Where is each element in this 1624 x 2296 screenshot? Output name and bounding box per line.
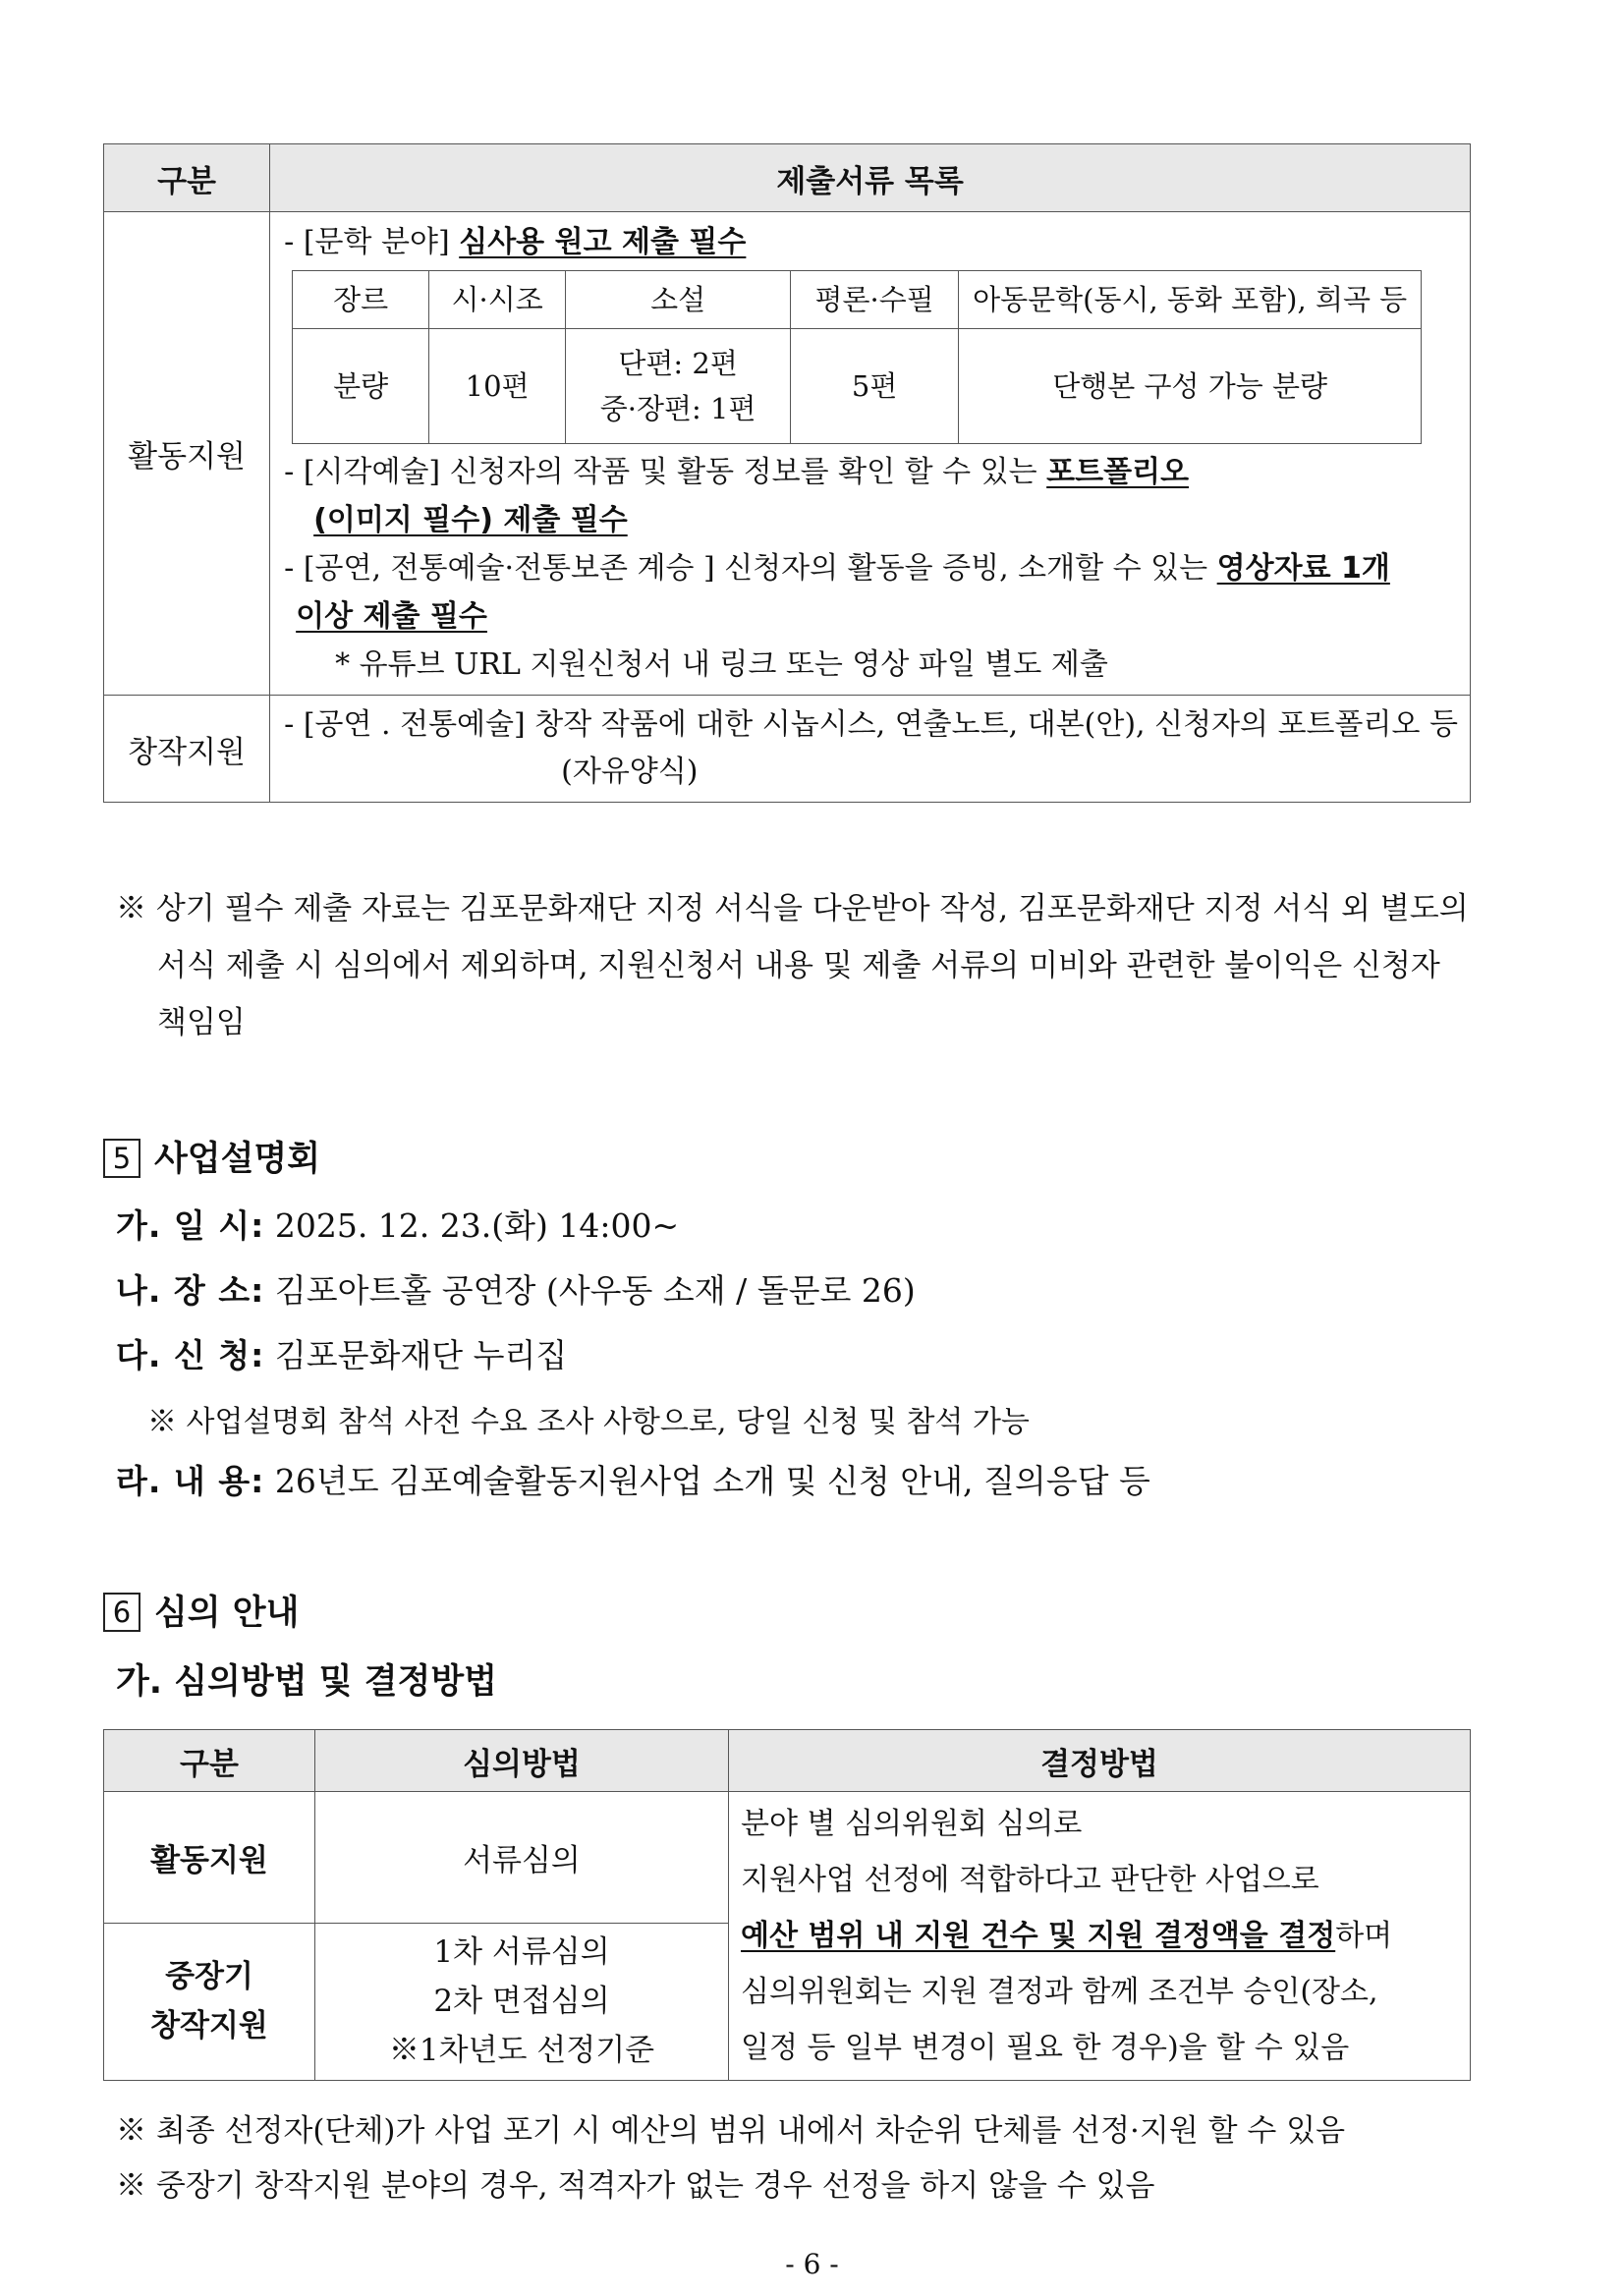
section6-title: 심의 안내 — [154, 1594, 300, 1633]
date-value: 2025. 12. 23.(화) 14:00~ — [264, 1206, 680, 1245]
decision-line-5: 일정 등 일부 변경이 필요 한 경우)을 할 수 있음 — [741, 2031, 1350, 2065]
submission-documents-table — [103, 143, 1471, 803]
second-review: 2차 면접심의 — [433, 1984, 610, 2020]
image-requirement: (이미지 필수) 제출 필수 — [313, 503, 628, 537]
page-number: - 6 - — [785, 2248, 839, 2280]
place-label: 나. 장 소: — [116, 1271, 265, 1310]
video-requirement: 영상자료 1개 — [1216, 551, 1390, 586]
content-label: 라. 내 용: — [116, 1462, 265, 1500]
category-creation-support: 창작지원 — [104, 696, 270, 803]
note-line-1: ※ 상기 필수 제출 자료는 김포문화재단 지정 서식을 다운받아 작성, 김포문화재단 지정 서식 외 별도의 — [116, 891, 1469, 926]
apply-value: 김포문화재단 누리집 — [264, 1336, 568, 1374]
category-activity-support: 활동지원 — [104, 212, 270, 696]
youtube-note: * 유튜브 URL 지원신청서 내 링크 또는 영상 파일 별도 제출 — [335, 647, 1108, 682]
decision-line-4: 심의위원회는 지원 결정과 함께 조건부 승인(장소, — [741, 1975, 1378, 2009]
creation-support-documents — [270, 696, 1471, 803]
briefing-content — [116, 1456, 1150, 1502]
performance-line — [284, 544, 1458, 592]
novel-short-quantity: 단편: 2편 — [618, 347, 738, 380]
row-activity-support: 활동지원 — [104, 1792, 315, 1924]
section5-number: 5 — [103, 1139, 140, 1178]
first-year-criteria: ※1차년도 선정기준 — [388, 2033, 655, 2069]
quantity-label: 분량 — [293, 329, 429, 444]
novel-quantity — [566, 329, 791, 444]
visual-arts-label: - [시각예술] 신청자의 작품 및 활동 정보를 확인 할 수 있는 — [284, 455, 1047, 489]
visual-arts-line — [284, 448, 1458, 496]
portfolio-requirement: 포트폴리오 — [1046, 455, 1190, 489]
poetry-quantity: 10편 — [429, 329, 566, 444]
table2-header-decision: 결정방법 — [729, 1730, 1471, 1792]
briefing-apply — [116, 1330, 567, 1376]
genre-quantity-table — [292, 270, 1422, 444]
performance-line-2 — [284, 592, 1458, 641]
video-requirement-2: 이상 제출 필수 — [296, 599, 487, 634]
section5-heading — [103, 1132, 320, 1181]
table1-header-category: 구분 — [104, 144, 270, 212]
novel-header: 소설 — [566, 271, 791, 329]
activity-review-method: 서류심의 — [315, 1792, 729, 1924]
longterm-review-method — [315, 1923, 729, 2080]
creation-line-1: - [공연 . 전통예술] 창작 작품에 대한 시놉시스, 연출노트, 대본(안), 신청자의 포트폴리오 등 — [284, 707, 1458, 742]
decision-line-1: 분야 별 심의위원회 심의로 — [741, 1807, 1083, 1841]
decision-method — [729, 1792, 1471, 2081]
apply-label: 다. 신 청: — [116, 1336, 265, 1374]
longterm-label-2: 창작지원 — [150, 2008, 268, 2044]
literature-line — [284, 218, 1458, 266]
first-review: 1차 서류심의 — [433, 1934, 610, 1971]
essay-quantity: 5편 — [791, 329, 959, 444]
section6-number: 6 — [103, 1593, 140, 1632]
poetry-header: 시·시조 — [429, 271, 566, 329]
decision-line-3-rest: 하며 — [1335, 1919, 1393, 1953]
note-line-2: 서식 제출 시 심의에서 제외하며, 지원신청서 내용 및 제출 서류의 미비와 관련한 불이익은 신청자 — [157, 948, 1440, 983]
note-line-3: 책임임 — [157, 1005, 246, 1040]
row-longterm-creation — [104, 1923, 315, 2080]
literature-label: - [문학 분야] — [284, 225, 460, 259]
bottom-note-2: ※ 중장기 창작지원 분야의 경우, 적격자가 없는 경우 선정을 하지 않을 수 있음 — [116, 2168, 1155, 2204]
review-method-table — [103, 1729, 1471, 2081]
section6-subtitle: 가. 심의방법 및 결정방법 — [116, 1662, 497, 1702]
briefing-date — [116, 1201, 679, 1247]
table1-header-documents: 제출서류 목록 — [270, 144, 1471, 212]
bottom-note-1: ※ 최종 선정자(단체)가 사업 포기 시 예산의 범위 내에서 차순위 단체를 선정·지원 할 수 있음 — [116, 2113, 1346, 2149]
date-label: 가. 일 시: — [116, 1206, 265, 1245]
decision-line-2: 지원사업 선정에 적합하다고 판단한 사업으로 — [741, 1863, 1319, 1897]
novel-long-quantity: 중·장편: 1편 — [599, 392, 756, 425]
longterm-label-1: 중장기 — [165, 1959, 253, 1995]
essay-header: 평론·수필 — [791, 271, 959, 329]
section5-title: 사업설명회 — [154, 1140, 321, 1179]
apply-note: ※ 사업설명회 참석 사전 수요 조사 사항으로, 당일 신청 및 참석 가능 — [147, 1405, 1030, 1439]
table2-header-method: 심의방법 — [315, 1730, 729, 1792]
briefing-place — [116, 1265, 916, 1312]
decision-line-3 — [741, 1908, 1458, 1964]
literature-requirement: 심사용 원고 제출 필수 — [459, 225, 747, 259]
genre-header: 장르 — [293, 271, 429, 329]
creation-line-2: (자유양식) — [561, 755, 699, 789]
table2-header-category: 구분 — [104, 1730, 315, 1792]
visual-arts-line-2 — [284, 496, 1458, 544]
performance-label: - [공연, 전통예술·전통보존 계승 ] 신청자의 활동을 증빙, 소개할 수 있는 — [284, 551, 1217, 586]
activity-support-documents — [270, 212, 1471, 696]
content-value: 26년도 김포예술활동지원사업 소개 및 신청 안내, 질의응답 등 — [264, 1462, 1150, 1500]
children-header: 아동문학(동시, 동화 포함), 희곡 등 — [959, 271, 1422, 329]
decision-emphasis: 예산 범위 내 지원 건수 및 지원 결정액을 결정 — [741, 1919, 1336, 1953]
section6-heading — [103, 1586, 299, 1635]
place-value: 김포아트홀 공연장 (사우동 소재 / 돌문로 26) — [264, 1271, 916, 1310]
children-quantity: 단행본 구성 가능 분량 — [959, 329, 1422, 444]
